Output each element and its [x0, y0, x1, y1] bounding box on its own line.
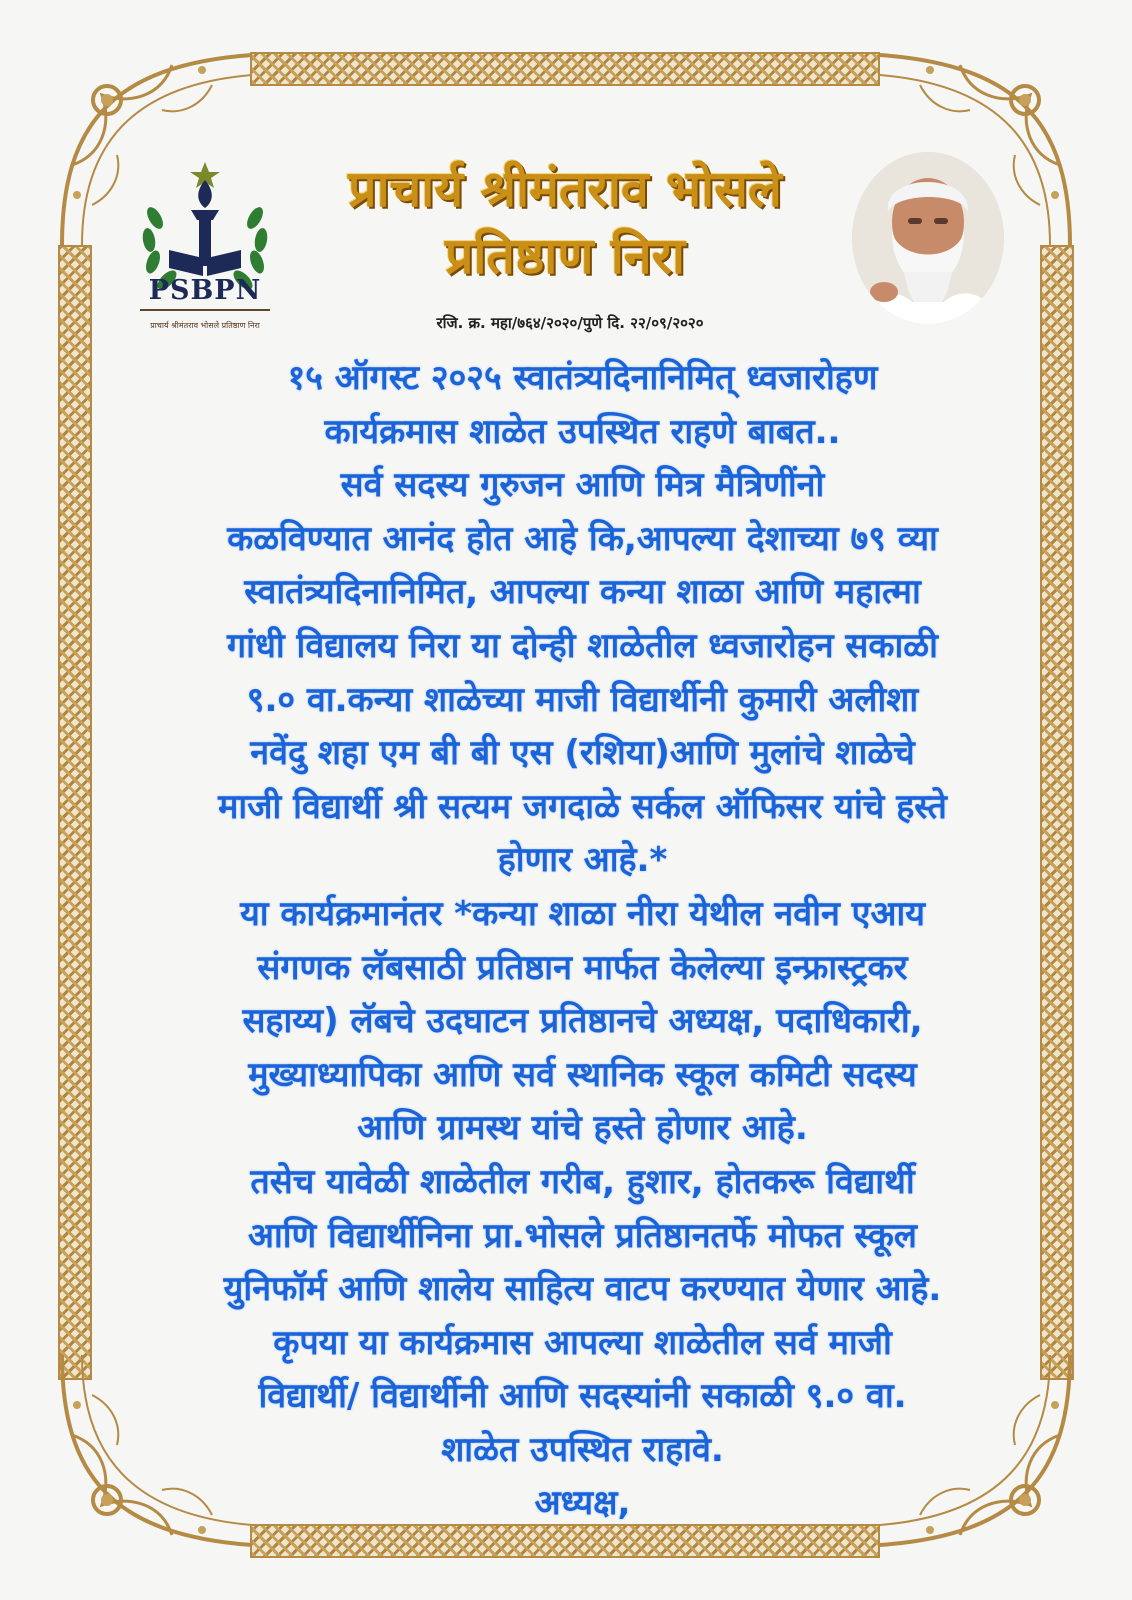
logo-subtext: प्राचार्य श्रीमंतराव भोसले प्रतिष्ठाण निरा: [150, 321, 260, 330]
body-line: माजी विद्यार्थी श्री सत्यम जगदाळे सर्कल ऑफिसर यांचे हस्ते: [218, 786, 947, 827]
bearded-man-portrait-icon: [852, 152, 1004, 324]
body-line: १५ ऑगस्ट २०२५ स्वातंत्र्यदिनानिमित् ध्वजारोहण: [287, 358, 878, 398]
torch-book-wreath-icon: [125, 128, 285, 348]
logo-text: PSBPN: [148, 275, 262, 306]
body-line: शाळेत उपस्थित राहावे.: [441, 1429, 724, 1470]
body-line: मुख्याध्यापिका आणि सर्व स्थानिक स्कूल कमिटी सदस्य: [248, 1054, 917, 1095]
body-line: विद्यार्थी/ विद्यार्थीनी आणि सदस्यांनी सकाळी ९.० वा.: [258, 1376, 907, 1417]
border-top: [250, 52, 880, 86]
body-line: युनिफॉर्म आणि शालेय साहित्य वाटप करण्यात येणार आहे.: [223, 1269, 942, 1310]
body-line: नवेंदु शहा एम बी बी एस (रशिया)आणि मुलांचे शाळेचे: [250, 733, 915, 774]
body-line: स्वातंत्र्यदिनानिमित, आपल्या कन्या शाळा आणि महात्मा: [244, 572, 921, 613]
body-line: आणि विद्यार्थीनिना प्रा.भोसले प्रतिष्ठानतर्फे मोफत स्कूल: [248, 1215, 917, 1256]
portrait-photo: [852, 152, 1004, 324]
registration-number: रजि. क्र. महा/७६४/२०२०/पुणे दि. २२/०९/२०२०: [436, 314, 704, 332]
title-line-2: प्रतिष्ठाण निरा: [445, 227, 685, 285]
border-left: [58, 245, 92, 1380]
body-line: ९.० वा.कन्या शाळेच्या माजी विद्यार्थीनी कुमारी अलीशा: [246, 679, 919, 720]
title-line-1: प्राचार्य श्रीमंतराव भोसले: [348, 160, 782, 218]
signature-line: अध्यक्ष,: [534, 1483, 631, 1524]
body-line: कृपया या कार्यक्रमास आपल्या शाळेतील सर्व माजी: [273, 1322, 892, 1363]
body-line: सर्व सदस्य गुरुजन आणि मित्र मैत्रिणींनो: [340, 465, 825, 506]
body-line: गांधी विद्यालय निरा या दोन्ही शाळेतील ध्वजारोहन सकाळी: [227, 625, 938, 666]
body-line: होणार आहे.*: [497, 840, 668, 881]
body-line: संगणक लॅबसाठी प्रतिष्ठान मार्फत केलेल्या इन्फ्रास्ट्रकर: [257, 947, 908, 988]
body-line: या कार्यक्रमानंतर *कन्या शाळा नीरा येथील नवीन एआय: [240, 893, 925, 934]
body-line: तसेच यावेळी शाळेतील गरीब, हुशार, होतकरू विद्यार्थी: [250, 1161, 915, 1202]
logo-underline: [140, 309, 270, 311]
body-line: कार्यक्रमास शाळेत उपस्थित राहणे बाबत..: [324, 411, 841, 452]
body-line: कळविण्यात आनंद होत आहे कि,आपल्या देशाच्या ७९ व्या: [227, 518, 938, 559]
notice-body: [110, 352, 1055, 1531]
body-line: आणि ग्रामस्थ यांचे हस्ते होणार आहे.: [357, 1108, 808, 1149]
body-line: सहाय्य) लॅबचे उदघाटन प्रतिष्ठानचे अध्यक्ष, पदाधिकारी,: [242, 1001, 923, 1042]
